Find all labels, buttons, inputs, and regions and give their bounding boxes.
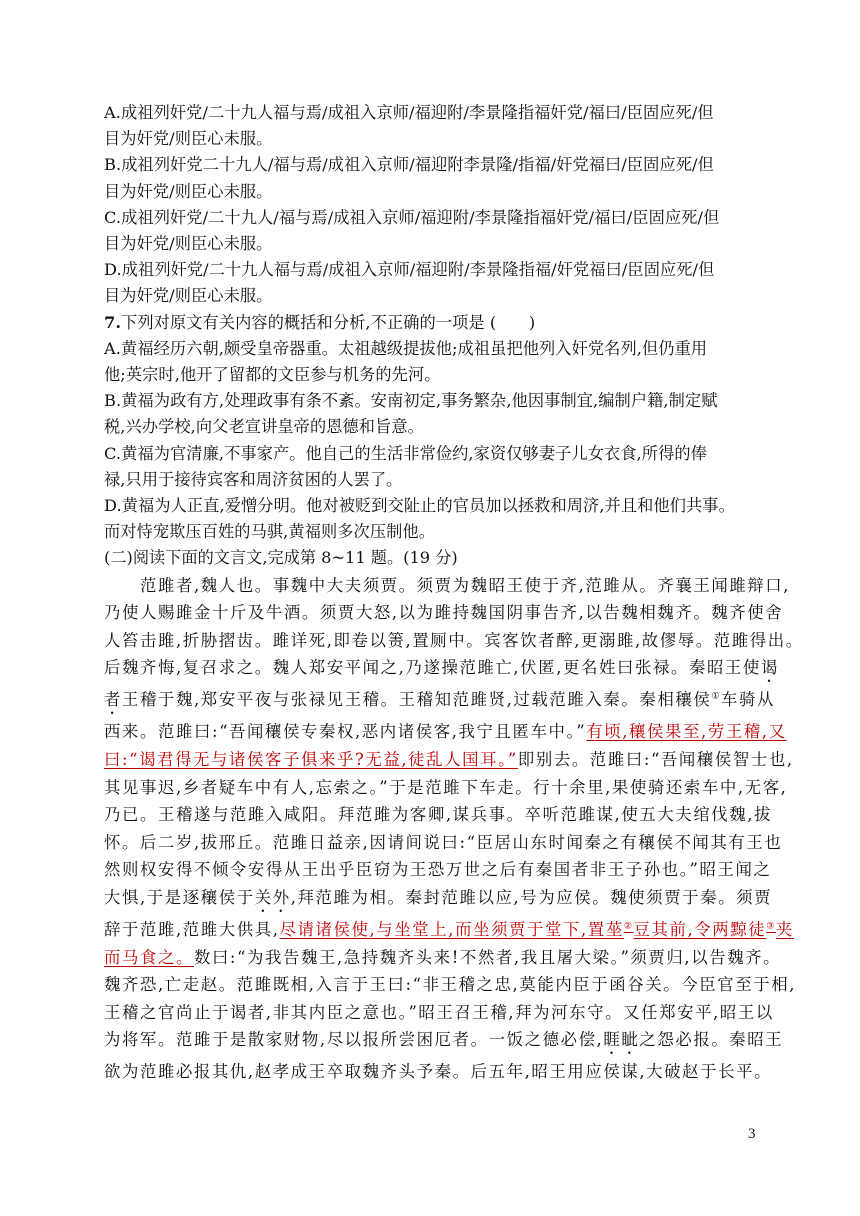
document-page xyxy=(104,100,804,1086)
passage-text: ,拜范雎为相。秦封范雎以应,号为应侯。魏使须贾于秦。须贾 xyxy=(290,888,773,907)
option-c-line1: C.成祖列奸党/二十九人/福与焉/成祖入京师/福迎附/李景隆指福奸党/福曰/臣固应死/但 xyxy=(104,207,720,227)
passage-line xyxy=(104,944,782,972)
q7-option-c-line2: 禄,只用于接待宾客和周济贫困的人罢了。 xyxy=(104,469,403,489)
emphasized-word: 者 xyxy=(104,690,122,710)
passage-text: 西来。范雎曰:“吾闻穰侯专秦权,恶内诸侯客,我宁且匿车中。” xyxy=(104,722,587,742)
highlighted-sentence: 有顷,穰侯果至,劳王稽,又 xyxy=(586,722,787,742)
passage-line: 欲为范雎必报其仇,赵孝成王卒取魏齐头予秦。后五年,昭王用应侯谋,大破赵于长平。 xyxy=(104,1062,773,1082)
passage-text: 车骑从 xyxy=(721,690,775,710)
footnote-marker: ③ xyxy=(766,921,776,932)
passage-line: 其见事迟,乡者疑车中有人,忘索之。”于是范雎下车走。行十余里,果使骑还索车中,无客, xyxy=(104,777,788,797)
option-a-line2: 目为奸党/则臣心未服。 xyxy=(104,129,273,149)
emphasized-word: 关外 xyxy=(254,888,291,907)
passage-line xyxy=(104,746,794,774)
q7-option-c-line1: C.黄福为官清廉,不事家产。他自己的生活非常俭约,家资仅够妻子儿女衣食,所得的俸 xyxy=(104,443,707,463)
emphasized-word: 睚眦 xyxy=(603,1030,640,1050)
passage-text: 为将军。范雎于是散家财物,尽以报所尝困厄者。一饭之德必偿, xyxy=(104,1030,604,1050)
question-7-stem xyxy=(104,310,764,336)
q7-option-b-line2: 税,兴办学校,向父老宣讲皇帝的恩德和旨意。 xyxy=(104,417,424,437)
passage-line: 范雎者,魏人也。事魏中大夫须贾。须贾为魏昭王使于齐,范雎从。齐襄王闻雎辩口, xyxy=(140,575,791,595)
classical-passage xyxy=(104,572,804,1086)
footnote-marker: ① xyxy=(711,691,721,702)
passage-line: 乃已。王稽遂与范雎入咸阳。拜范雎为客卿,谋兵事。卒听范雎谋,使五大夫绾伐魏,拔 xyxy=(104,805,773,825)
passage-text: 王稽于魏,郑安平夜与张禄见王稽。王稽知范雎贤,过载范雎入秦。秦相穰侯 xyxy=(122,690,712,710)
passage-line: 乃使人赐雎金十斤及牛酒。须贾大怒,以为雎持魏国阴事告齐,以告魏相魏齐。魏齐使舍 xyxy=(104,603,784,623)
option-a-line1: A.成祖列奸党/二十九人福与焉/成祖入京师/福迎附/李景隆指福奸党/福曰/臣固应死/但 xyxy=(104,103,714,122)
passage-line: 魏齐恐,亡走赵。范雎既相,入言于王曰:“非王稽之忠,莫能内臣于函谷关。今臣官至于相, xyxy=(104,975,797,995)
passage-line xyxy=(104,1026,784,1058)
passage-text: 大惧,于是逐穰侯于 xyxy=(104,888,255,907)
option-d-line1: D.成祖列奸党/二十九人福与焉/成祖入京师/福迎附/李景隆指福/奸党福曰/臣固应死/但 xyxy=(104,260,715,280)
footnote-marker: ② xyxy=(623,921,634,932)
passage-text: 后魏齐悔,复召求之。魏人郑安平闻之,乃遂操范雎亡,伏匿,更名姓曰张禄。秦昭王使 xyxy=(104,658,761,678)
option-b-line2: 目为奸党/则臣心未服。 xyxy=(104,181,273,201)
passage-text: 即别去。范雎曰:“吾闻穰侯智士也, xyxy=(517,750,794,770)
passage-line xyxy=(104,916,794,944)
passage-line xyxy=(104,654,779,686)
q7-option-a-line1: A.黄福经历六朝,颇受皇帝器重。太祖越级提拔他;成祖虽把他列入奸党名列,但仍重用 xyxy=(104,338,708,358)
passage-text: 数曰:“为我告魏王,急持魏齐头来!不然者,我且屠大梁。”须贾归,以告魏齐。 xyxy=(193,947,782,967)
passage-line: 王稽之官尚止于谒者,非其内臣之意也。”昭王召王稽,拜为河东守。又任郑安平,昭王以 xyxy=(104,1002,774,1022)
q7-option-d-line1: D.黄福为人正直,爱憎分明。他对被贬到交阯止的官员加以拯救和周济,并且和他们共事。 xyxy=(104,496,735,516)
passage-text: 辞于范雎,范雎大供具, xyxy=(104,920,280,939)
passage-line: 怀。后二岁,拔邢丘。范雎日益亲,因请间说曰:“臣居山东时闻秦之有穰侯不闻其有王也 xyxy=(104,832,783,852)
option-d-line2: 目为奸党/则臣心未服。 xyxy=(104,286,273,306)
highlighted-sentence: 豆其前,令两黥徒 xyxy=(633,920,767,939)
question-7-text: 下列对原文有关内容的概括和分析,不正确的一项是 ( ) xyxy=(121,312,536,332)
question-7 xyxy=(104,310,764,546)
question-number: 7. xyxy=(104,312,122,332)
option-c-line2: 目为奸党/则臣心未服。 xyxy=(104,234,273,254)
highlighted-sentence: 而马食之。 xyxy=(104,947,194,967)
passage-line xyxy=(104,718,787,746)
passage-line: 然则权安得不倾令安得从王出乎臣窃为王恐万世之后有秦国者非王子孙也。”昭王闻之 xyxy=(104,860,772,880)
q7-option-d-line2: 而对恃宠欺压百姓的马骐,黄福则多次压制他。 xyxy=(104,522,435,542)
highlighted-sentence: 曰:“谒君得无与诸侯客子俱来乎?无益,徒乱人国耳。” xyxy=(104,750,518,770)
highlighted-sentence: 夹 xyxy=(775,920,794,939)
section-title: (二)阅读下面的文言文,完成第 8~11 题。(19 分) xyxy=(104,548,458,568)
question-6-options xyxy=(104,100,764,310)
passage-line: 人笞击雎,折胁摺齿。雎详死,即卷以箦,置厕中。宾客饮者醉,更溺雎,故僇辱。范雎得出。 xyxy=(104,630,804,650)
highlighted-sentence: 尽请诸侯使,与坐堂上,而坐须贾于堂下,置莝 xyxy=(279,920,624,939)
q7-option-a-line2: 他;英宗时,他开了留都的文臣参与机务的先河。 xyxy=(104,365,441,385)
emphasized-word: 谒 xyxy=(760,658,779,678)
page-number: 3 xyxy=(748,1126,756,1142)
passage-line xyxy=(104,884,773,916)
option-b-line1: B.成祖列奸党二十九人/福与焉/成祖入京师/福迎附李景隆/指福/奸党福曰/臣固应死/但 xyxy=(104,155,714,175)
passage-line xyxy=(104,686,775,718)
passage-text: 之怨必报。秦昭王 xyxy=(639,1030,784,1050)
q7-option-b-line1: B.黄福为政有方,处理政事有条不紊。安南初定,事务繁杂,他因事制宜,编制户籍,制定赋 xyxy=(104,391,718,411)
